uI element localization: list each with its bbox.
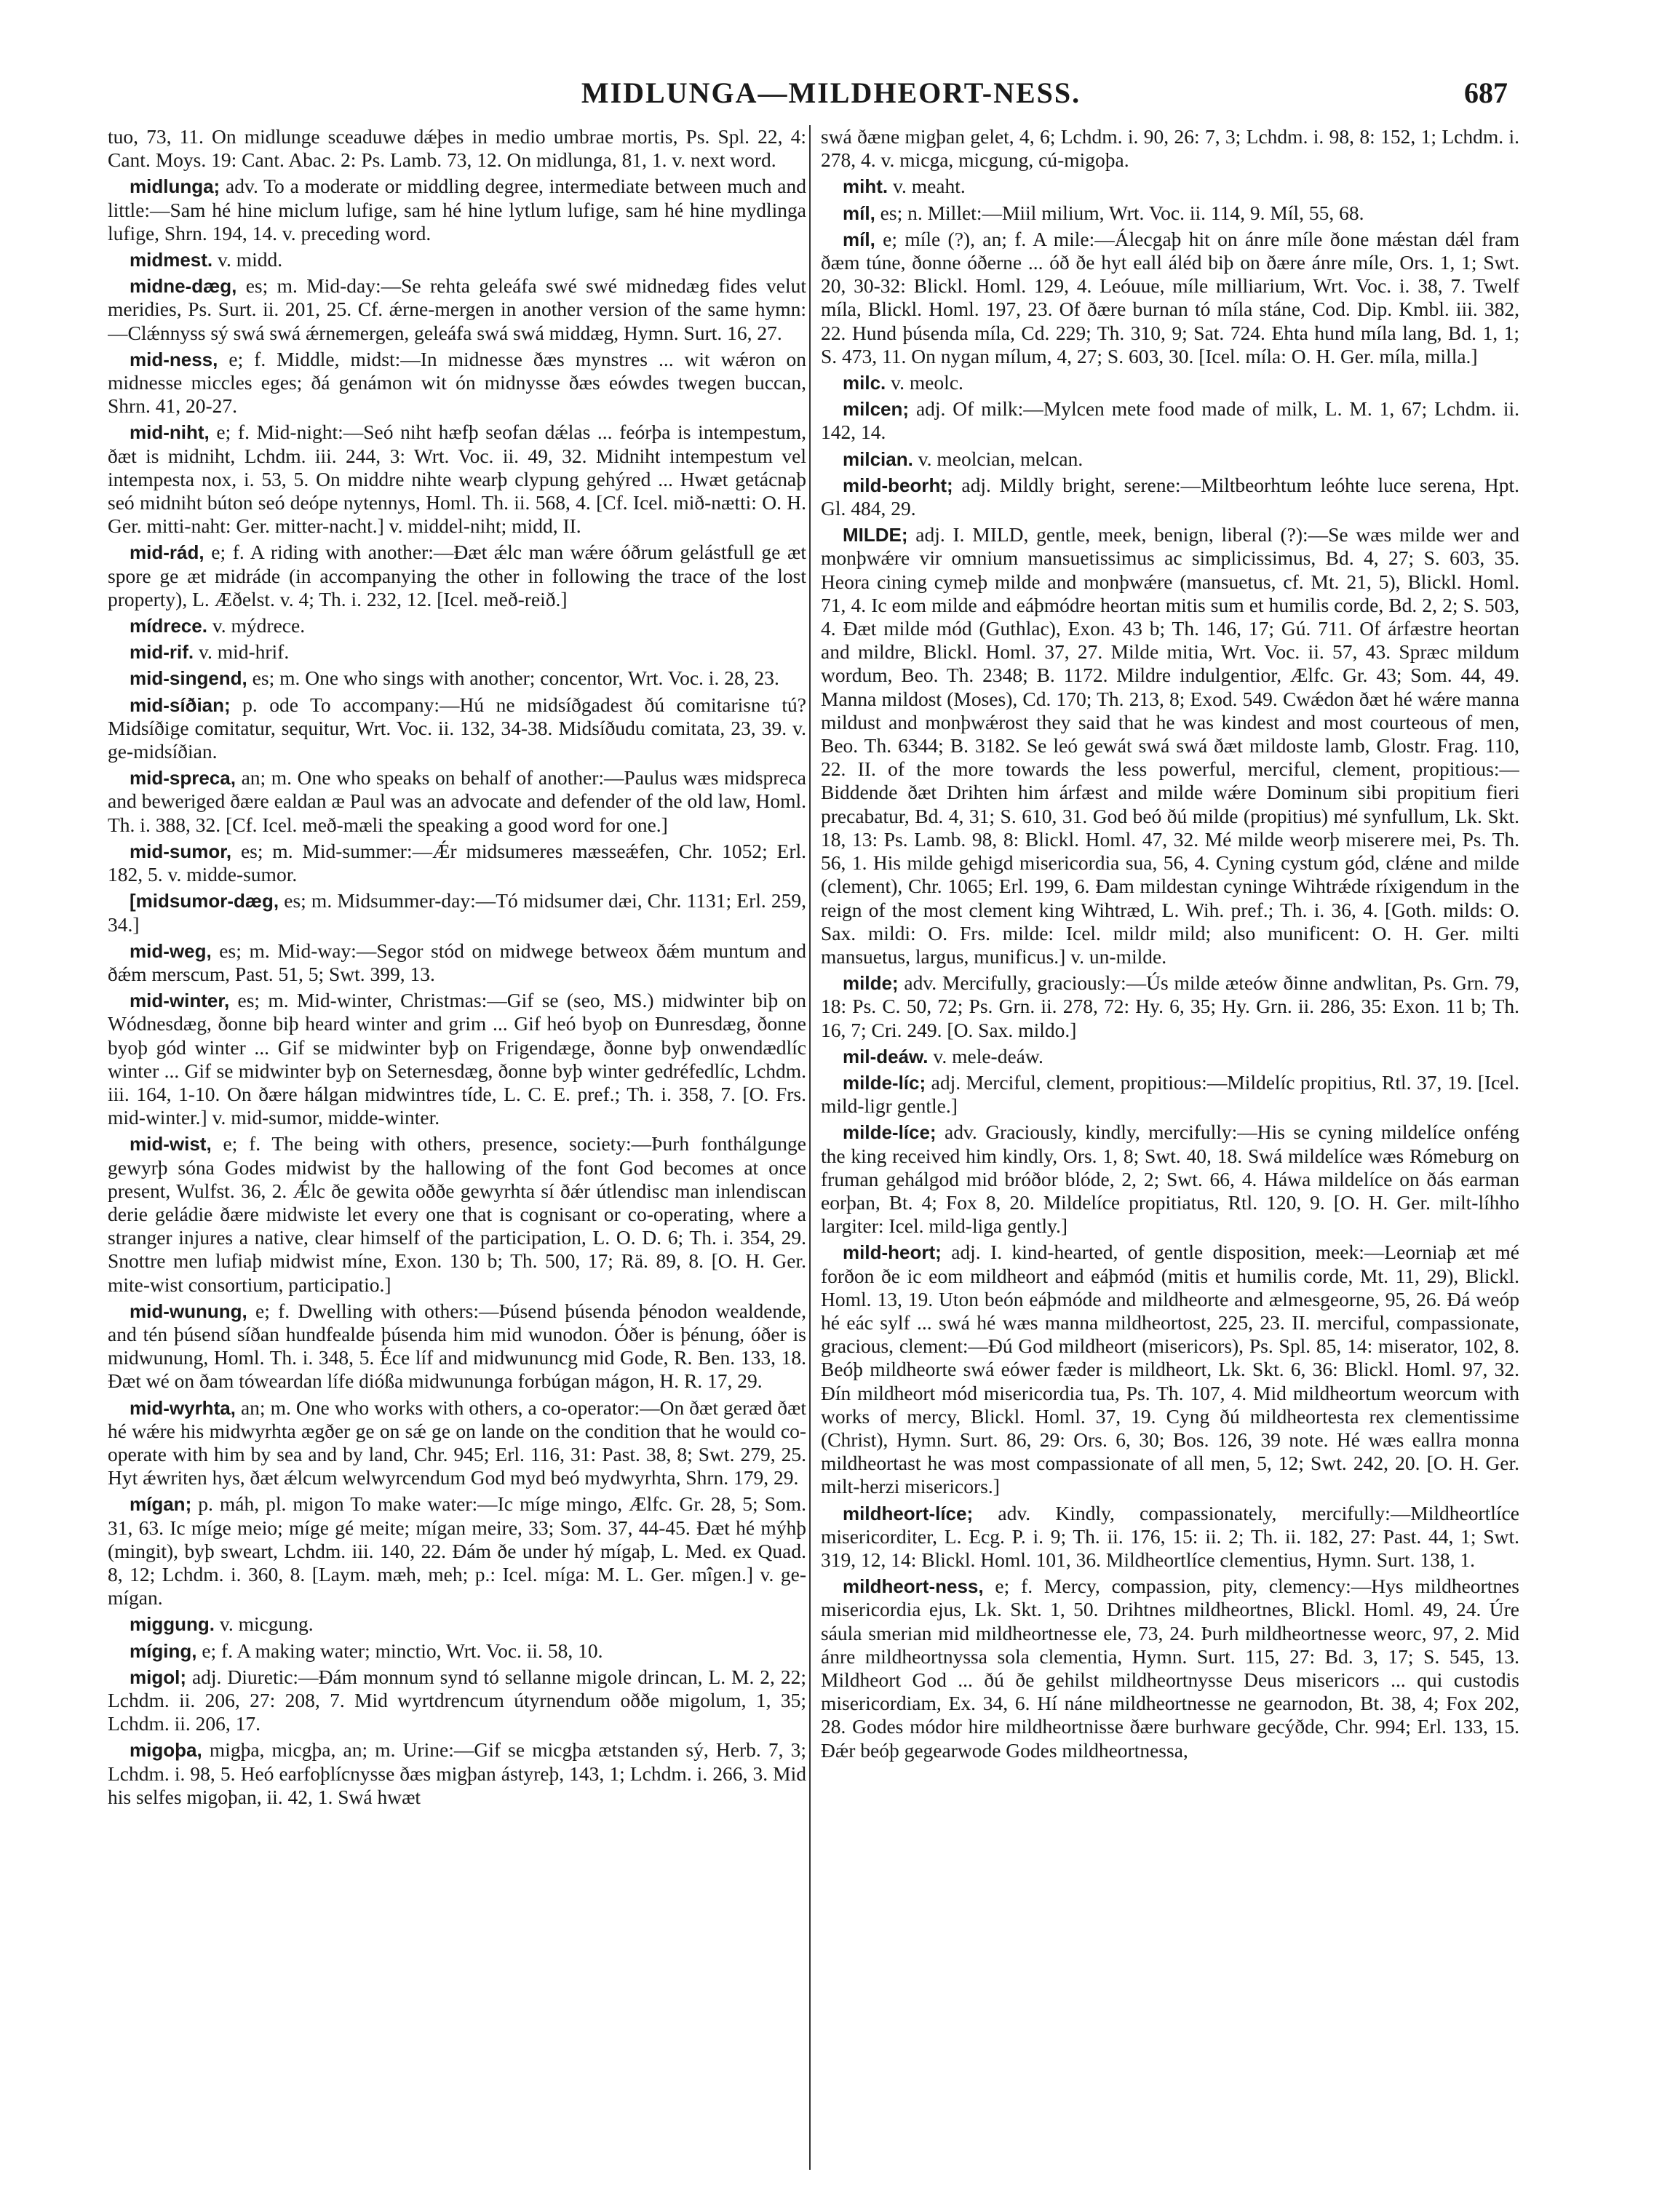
entry-text: e; f. Dwelling with others:—Þúsend þúsenda þénodon wealdende, and tén þúsend síðan hundfealde þúsenda him mid wunodon. Óðer is þénung, óðer is midwunung, Homl. Th. i. 348, 5. Éce líf and midwununcg mid Gode, R. Ben. 133, 18. Ðæt wé on ðam tóweardan lífe dióßa midwununga forbúgan mágon, H. R. 17, 29. [108,1299,806,1393]
entry-headword: milde-líce; [843,1121,937,1144]
dictionary-entry [108,840,806,886]
entry-headword: mid-singend, [130,667,247,690]
entry-text: adj. I. MILD, gentle, meek, benign, liberal (?):—Se wæs milde wer and monþwǽre vir omnium mansuetissimus ac simplicissimus, Bd. 4, 27; S. 603, 35. Heora cining cymeþ milde and monþwǽre (mansuetus, cf. Mt. 21, 5), Blickl. Homl. 71, 4. Ic eom milde and eáþmódre heortan mitis sum et humilis corde, Bd. 2, 2; S. 503, 4. Ðæt milde mód (Guthlac), Exon. 43 b; Th. 146, 17; Gú. 711. Of árfæstre heortan and mildre, Blickl. Homl. 37, 27. Milde mitia, Wrt. Voc. ii. 57, 43. Spræc mildum wordum, Beo. Th. 2348; B. 1172. Mildre indulgentior, Ælfc. Gr. 43; Som. 44, 49. Manna mildost (Moses), Cd. 170; Th. 213, 8; Exod. 549. Cwǽdon ðæt hé wǽre manna mildust and monþwǽrost they said that he was kindest and most courteous of men, Beo. Th. 6344; B. 3182. Se leó gewát swá swá ðæt mildoste lamb, Glostr. Frag. 110, 22. II. of the more towards the less powerful, merciful, clement, propitious:—Biddende ðæt Drihten him árfæst and milde wǽre Dominum sibi propitium fieri precabatur, Bd. 4, 31; S. 610, 31. God beó ðú milde (propitius) mé synfullum, Lk. Skt. 18, 13: Ps. Lamb. 98, 8: Blickl. Homl. 47, 32. Mé milde weorþ miserere mei, Ps. Th. 56, 1. His milde gehigd misericordia sua, 56, 4. Cyning cystum gód, clǽne and milde (clement), Chr. 1065; Erl. 199, 6. Ðam mildestan cyninge Wihtrǽde ríxigendum in the reign of the most clement king Wihtræd, L. Wih. pref.; Th. i. 36, 4. [Goth. milds: O. Sax. mildi: O. Frs. milde: Icel. mildr mild; also munificent: O. H. Ger. milti mansuetus, largus, munificus.] v. un-milde. [821,523,1519,968]
entry-headword: [midsumor-dæg, [130,890,279,912]
entry-headword: mid-wist, [130,1133,212,1155]
dictionary-entry [108,1300,806,1393]
dictionary-entry [108,889,806,936]
entry-text: es; m. Mid-summer:—Ǽr midsumeres mæsseǽfen, Chr. 1052; Erl. 182, 5. v. midde-sumor. [108,839,806,886]
entry-headword: mídrece. [130,615,207,637]
entry-text: v. mele-deáw. [933,1044,1043,1067]
entry-text: e; f. A riding with another:—Ðæt ǽlc man wǽre óðrum gelástfull ge æt spore ge æt midráde (in accompanying the other in following the trace of the lost property), L. Æðelst. v. 4; Th. i. 232, 12. [Icel. með-reið.] [108,541,806,610]
entry-text: tuo, 73, 11. On midlunge sceaduwe dǽþes in medio umbrae mortis, Ps. Spl. 22, 4: Cant. Moys. 19: Cant. Abac. 2: Ps. Lamb. 73, 12. On midlunga, 81, 1. v. next word. [108,125,806,172]
entry-headword: midlunga; [130,175,220,198]
entry-text: e; f. The being with others, presence, society:—Þurh fonthálgunge gewyrþ sóna Godes midwist by the hallowing of the font God becomes at once present, Wulfst. 36, 2. Ǽlc ðe gewita oððe gewyrhta sí ðǽr útlendisc man inlendiscan derie geládie ðære midwiste let every one that is cognisant or co-operating, where a stranger injures a native, clear himself of the participation, L. O. D. 6; Th. i. 354, 29. Snottre men lufiaþ midwist míne, Exon. 130 b; Th. 500, 17; Rä. 89, 8. [O. H. Ger. mite-wist consortium, participatio.] [108,1132,806,1296]
dictionary-entry [821,397,1519,444]
entry-text: adj. Of milk:—Mylcen mete food made of milk, L. M. 1, 67; Lchdm. ii. 142, 14. [821,397,1519,444]
entry-headword: mid-wyrhta, [130,1396,236,1419]
entry-headword: mid-weg, [130,939,212,962]
entry-headword: mild-beorht; [843,474,953,496]
dictionary-entry [108,1639,806,1663]
entry-text: v. meaht. [892,175,966,198]
entry-headword: mid-spreca, [130,767,236,789]
entry-headword: milc. [843,372,886,394]
dictionary-entry [108,348,806,418]
entry-text: swá ðæne migþan gelet, 4, 6; Lchdm. i. 90, 26: 7, 3; Lchdm. i. 98, 8: 152, 1; Lchdm. i. 278, 4. v. micga, micgung, cú-migoþa. [821,125,1519,172]
dictionary-entry [108,248,806,271]
page-number: 687 [1464,76,1508,109]
entry-headword: mid-síðian; [130,693,231,716]
entry-text: es; m. Mid-day:—Se rehta geleáfa swé swé midnedæg fides velut meridies, Ps. Surt. ii. 201, 25. Cf. ǽrne-mergen in another version of the same hymn:—Clǽnnyss sý swá swá ǽrnemergen, geleáfa swá swá middæg, Hymn. Surt. 16, 27. [108,274,806,344]
entry-headword: mildheort-líce; [843,1502,974,1524]
entry-text: an; m. One who speaks on behalf of another:—Paulus wæs midspreca and beweriged ðære ealdan æ Paul was an advocate and defender of the old law, Homl. Th. i. 388, 32. [Cf. Icel. með-mæli the speaking a good word for one.] [108,766,806,836]
dictionary-entry [821,1071,1519,1118]
dictionary-entry [821,175,1519,198]
entry-text: adv. Kindly, compassionately, mercifully:—Mildheortlíce misericorditer, L. Ecg. P. i. 9; Th. ii. 176, 15: ii. 2; Th. ii. 182, 27: Past. 44, 1; Swt. 319, 12, 14: Blickl. Homl. 101, 36. Mildheortlíce clementius, Hymn. Surt. 138, 1. [821,1501,1519,1571]
entry-headword: mid-ness, [130,348,218,370]
entry-headword: míl, [843,228,875,250]
dictionary-entry [821,523,1519,968]
entry-headword: míging, [130,1639,197,1662]
dictionary-entry [821,1045,1519,1068]
dictionary-entry [108,1612,806,1636]
entry-headword: miht. [843,175,888,198]
entry-text: v. meolc. [891,371,963,394]
entry-headword: midmest. [130,249,213,271]
entry-text: adv. Graciously, kindly, mercifully:—His se cyning mildelíce onféng the king received him kindly, Ors. 1, 8; Swt. 40, 18. Swá mildelíce wæs Rómeburg on fruman gehálgod mid bróðor blóde, 2, 2; Swt. 66, 4. Háwa mildelíce on ðás earman eorþan, Bt. 4; Fox 8, 20. Mildelíce propitiatus, Rtl. 120, 9. [O. H. Ger. milt-líhho largiter: Icel. mild-liga gently.] [821,1121,1519,1238]
dictionary-entry [821,1121,1519,1238]
dictionary-entry [108,667,806,690]
entry-headword: mid-rif. [130,641,194,664]
page-title: MIDLUNGA—MILDHEORT-NESS. [581,76,1081,109]
entry-headword: mígan; [130,1493,192,1516]
entry-text: e; f. A making water; minctio, Wrt. Voc. ii. 58, 10. [202,1639,603,1662]
dictionary-entry [108,939,806,986]
entry-headword: mid-niht, [130,421,210,444]
dictionary-entry [821,474,1519,520]
entry-text: an; m. One who works with others, a co-operator:—On ðæt geræd ðæt hé wǽre his midwyrhta ægðer ge on sǽ ge on lande on the condition that he would co-operate with him by sea and by land, Chr. 945; Erl. 116, 31: Past. 38, 8; Swt. 279, 25. Hyt ǽwriten hys, ðæt ǽlcum welwyrcendum God myd beó mydwyrhta, Shrn. 179, 29. [108,1396,806,1489]
right-column [821,125,1519,2177]
entry-text: adj. Merciful, clement, propitious:—Mildelíc propitius, Rtl. 37, 19. [Icel. mild-ligr gentle.] [821,1070,1519,1118]
entry-headword: mid-winter, [130,990,230,1012]
dictionary-entry [821,228,1519,368]
dictionary-entry [821,1575,1519,1762]
dictionary-entry [821,202,1519,225]
entry-headword: midne-dæg, [130,275,237,298]
entry-headword: milcian. [843,447,913,470]
dictionary-entry [108,274,806,345]
entry-text: adj. I. kind-hearted, of gentle disposition, meek:—Leorniaþ æt mé forðon ðe ic eom mildheort and eáþmód (mitis et humilis corde, Mt. 11, 29), Blickl. Homl. 13, 19. Uton beón eáþmóde and mildheorte and ælmesgeorne, 95, 26. Ðá weóp hé eác sylf ... swá hé wæs manna mildheortost, 225, 23. II. merciful, compassionate, gracious, clement:—Ðú God mildheort (misericors), Ps. Spl. 85, 14: miserator, 102, 8. Beóþ mildheorte swá eówer fæder is mildheort, Lk. Skt. 6, 36: Blickl. Homl. 97, 32. Ðín mildheort mód misericordia tua, Ps. Th. 107, 4. Mid mildheortum weorcum with works of mercy, Blickl. Homl. 37, 19. Cyng ðú mildheortesta rex clementissime (Christ), Hymn. Surt. 86, 29: Ors. 6, 30; Bos. 126, 39 note. Hé wæs eallra monna mildheortast he was most compassionate of all men, 5, 12; Swt. 242, 20. [O. H. Ger. milt-herzi misericors.] [821,1241,1519,1498]
entry-text: migþa, micgþa, an; m. Urine:—Gif se micgþa ætstanden sý, Herb. 7, 3; Lchdm. i. 98, 5. Heó earfoþlícnysse ðæs migþan ástyreþ, 143, 1; Lchdm. i. 266, 3. Mid his selfes migoþan, ii. 42, 1. Swá hwæt [108,1738,806,1808]
dictionary-entry [108,421,806,538]
dictionary-entry [108,541,806,611]
entry-text: v. meolcian, melcan. [918,447,1084,470]
dictionary-entry [108,640,806,664]
dictionary-entry [108,614,806,637]
entry-headword: mil-deáw. [843,1045,929,1067]
running-head [0,76,1662,119]
entry-text: e; míle (?), an; f. A mile:—Álecgaþ hit on ánre míle ðone mǽstan dǽl fram ðæm túne, ðonne óðerne ... óð ðe hyt eall áléd biþ on ðære ánre míle, Ors. 1, 1; Swt. 20, 30-32: Blickl. Homl. 129, 4. Leóuue, míle milliarium, Wrt. Voc. i. 38, 7. Twelf míla, Blickl. Homl. 197, 23. Of ðære burnan tó míla stáne, Cod. Dip. Kmbl. iii. 382, 22. Hund þúsenda míla, Cd. 229; Th. 310, 9; Sat. 724. Ehta hund míla lang, Bd. 1, 1; S. 473, 11. On nygan mílum, 4, 27; S. 603, 30. [Icel. míla: O. H. Ger. míla, milla.] [821,227,1519,367]
dictionary-entry [821,1241,1519,1498]
dictionary-entry [821,447,1519,471]
dictionary-entry [821,125,1519,172]
entry-text: adv. To a moderate or middling degree, intermediate between much and little:—Sam hé hine miclum lufige, sam hé hine lytlum lufige, sam hé hine mydlinga lufige, Shrn. 194, 14. v. preceding word. [108,175,806,244]
entry-headword: mild-heort; [843,1241,942,1264]
dictionary-entry [821,1502,1519,1572]
dictionary-entry [108,989,806,1129]
entry-text: es; m. Mid-winter, Christmas:—Gif se (seo, MS.) midwinter biþ on Wódnesdæg, ðonne biþ heard winter and grim ... Gif heó byoþ on Ðunresdæg, ðonne byoþ gód winter ... Gif se midwinter byþ on Frigendæge, ðonne byþ onwendædlíc winter ... Gif se midwinter byþ on Seternesdæg, ðonne byþ winter gedréfedlíc, Lchdm. iii. 164, 1-10. On ðære hálgan midwintres tíde, L. C. E. pref.; Th. i. 358, 7. [O. Frs. mid-winter.] v. mid-sumor, midde-winter. [108,989,806,1129]
entry-text: es; m. Mid-way:—Segor stód on midwege betweox ðǽm muntum and ðǽm merscum, Past. 51, 5; Swt. 399, 13. [108,939,806,985]
entry-text: e; f. Middle, midst:—In midnesse ðæs mynstres ... wit wǽron on midnesse miccles eges; ðá genámon wit ón midnysse ðæs eówdes twegen buccan, Shrn. 41, 20-27. [108,347,806,418]
entry-text: adv. Mercifully, graciously:—Ús milde æteów ðinne andwlitan, Ps. Grn. 79, 18: Ps. C. 50, 72; Ps. Grn. ii. 278, 72: Hy. 6, 35; Hy. Grn. ii. 286, 35: Exon. 11 b; Th. 16, 7; Cri. 249. [O. Sax. mildo.] [821,971,1519,1041]
entry-text: v. midd. [218,248,283,271]
entry-text: e; f. Mercy, compassion, pity, clemency:—Hys mildheortnes misericordia ejus, Lk. Skt. 1, 50. Drihtnes mildheortnes, Blickl. Homl. 49, 24. Úre sáula smerian mid mildheortnesse ele, 73, 24. Þurh mildheortnesse weorc, 97, 2. Mid ánre mildheortnyssa sola clementia, Hymn. Surt. 115, 27: Bd. 3, 17; S. 545, 13. Mildheort God ... ðú ðe gehilst mildheortnysse Deus misericors ... qui custodis misericordiam, Ex. 34, 6. Hí náne mildheortnesse ne gearnodon, Bt. 38, 4; Fox 202, 28. Godes módor hire mildheortnisse ðære burhware gecýðde, Chr. 994; Erl. 133, 15. Ðǽr beóþ gegearwode Godes mildheortnessa, [821,1575,1519,1762]
entry-headword: milde; [843,972,899,995]
column-divider [809,125,811,2170]
dictionary-entry [108,1666,806,1736]
entry-headword: míl, [843,202,875,224]
entry-headword: MILDE; [843,524,908,546]
dictionary-entry [821,371,1519,394]
entry-text: v. micgung. [219,1612,314,1636]
entry-headword: mid-sumor, [130,840,232,862]
entry-headword: migol; [130,1666,186,1688]
entry-text: p. ode To accompany:—Hú ne midsíðgadest ðú comitarisne tú? Midsíðige comitatur, sequitur, Wrt. Voc. ii. 132, 34-38. Midsíðudu comitata, 23, 39. v. ge-midsíðian. [108,693,806,763]
entry-text: p. máh, pl. migon To make water:—Ic míge mingo, Ælfc. Gr. 28, 5; Som. 31, 63. Ic míge meio; míge gé meite; mígan meire, 33; Som. 37, 44-45. Ðæt hé mýhþ (mingit), byþ sweart, Lchdm. iii. 140, 22. Ðám ðe under hý mígaþ, L. Med. ex Quad. 8, 12; Lchdm. i. 360, 8. [Laym. mæh, meh; p.: Icel. míga: M. L. Ger. mîgen.] v. ge-mígan. [108,1492,806,1610]
entry-text: adj. Mildly bright, serene:—Miltbeorhtum leóhte luce serena, Hpt. Gl. 484, 29. [821,473,1519,520]
dictionary-entry [821,971,1519,1042]
entry-headword: milcen; [843,398,910,421]
dictionary-entry [108,693,806,764]
entry-text: v. mýdrece. [212,614,306,637]
dictionary-entry [108,175,806,245]
entry-text: e; f. Mid-night:—Seó niht hæfþ seofan dǽlas ... feórþa is intempestum, ðæt is midniht, Lchdm. iii. 244, 3: Wrt. Voc. ii. 49, 32. Midniht intempestum vel intempesta nox, i. 53, 5. On middre nihte wearþ clypung gehýred ... Hwæt getácnaþ seó midniht búton seó deópe nytennys, Homl. Th. ii. 568, 4. [Cf. Icel. mið-nætti: O. H. Ger. mitti-naht: Ger. mitter-nacht.] v. middel-niht; midd, II. [108,421,806,538]
entry-text: es; m. One who sings with another; concentor, Wrt. Voc. i. 28, 23. [252,667,779,690]
dictionary-entry [108,1132,806,1296]
dictionary-entry [108,1738,806,1809]
entry-text: es; m. Midsummer-day:—Tó midsumer dæi, Chr. 1131; Erl. 259, 34.] [108,889,806,936]
left-column [108,125,806,2177]
entry-headword: migoþa, [130,1739,202,1762]
entry-text: adj. Diuretic:—Ðám monnum synd tó sellanne migole drincan, L. M. 2, 22; Lchdm. ii. 206, 27: 208, 7. Mid wyrtdrencum útyrnendum oððe migolum, 1, 35; Lchdm. ii. 206, 17. [108,1665,806,1735]
entry-text: v. mid-hrif. [198,640,290,664]
entry-headword: mid-rád, [130,541,204,564]
entry-headword: mildheort-ness, [843,1575,984,1598]
entry-text: es; n. Millet:—Miil milium, Wrt. Voc. ii. 114, 9. Míl, 55, 68. [880,201,1364,224]
dictionary-entry [108,1396,806,1490]
dictionary-entry [108,1492,806,1610]
dictionary-entry [108,766,806,837]
entry-headword: miggung. [130,1613,215,1636]
entry-headword: mid-wunung, [130,1300,247,1322]
dictionary-entry [108,125,806,172]
entry-headword: milde-líc; [843,1071,926,1094]
